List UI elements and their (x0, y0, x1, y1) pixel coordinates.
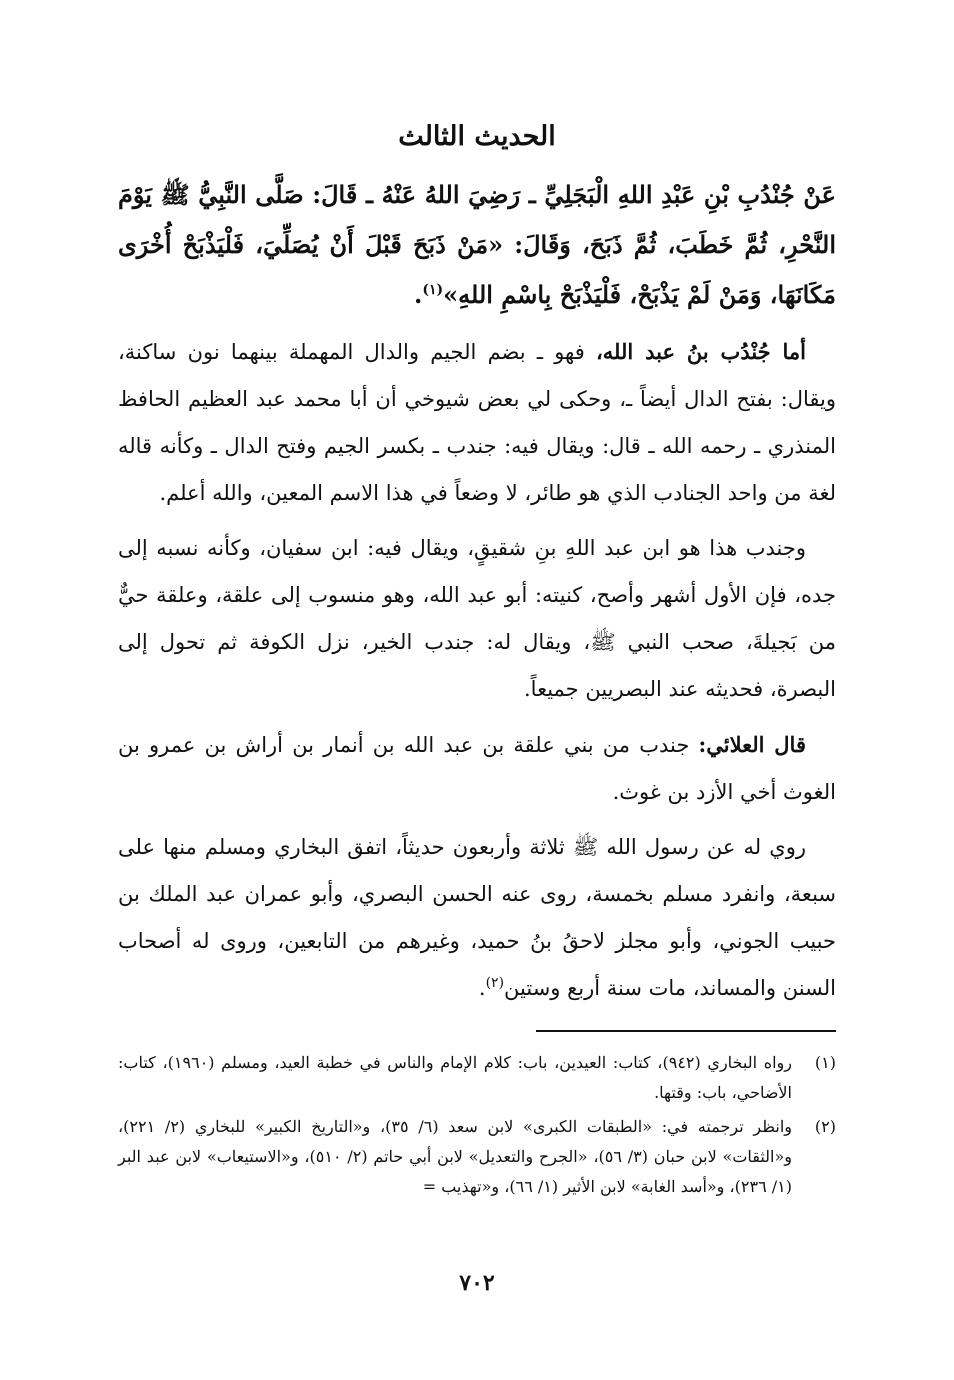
footnote-1 (118, 1048, 836, 1108)
hadith-text (118, 170, 836, 320)
paragraph-name-explanation (118, 328, 836, 517)
paragraph-body: فهو ـ بضم الجيم والدال المهملة بينهما نون ساكنة، ويقال: بفتح الدال أيضاً ـ، وحكى لي بعض شيوخي أن أبا محمد عبد العظيم الحافظ المنذري ـ رحمه الله ـ قال: ويقال فيه: جندب ـ بكسر الجيم وفتح الدال ـ وكأنه قاله لغة من واحد الجنادب الذي هو طائر، لا وضعاً في هذا الاسم المعين، والله أعلم. (118, 340, 836, 505)
footnote-divider (536, 1030, 836, 1032)
footnote-number: (١) (814, 1053, 836, 1072)
paragraph-lead: قال العلائي: (698, 732, 806, 757)
footnote-text: وانظر ترجمته في: «الطبقات الكبرى» لابن سعد (٦/ ٣٥)، و«التاريخ الكبير» للبخاري (٢/ ٢٢١)، و«الثقات» لابن حبان (٣/ ٥٦)، «الجرح والتعديل» لابن أبي حاتم (٢/ ٥١٠)، و«الاستيعاب» لابن عبد البر (١/ ٢٣٦)، و«أسد الغابة» لابن الأثير (١/ ٦٦)، و«تهذيب = (118, 1117, 793, 1196)
page-number: ٧٠٢ (459, 1270, 495, 1296)
paragraph-end: . (478, 976, 486, 1000)
chapter-title: الحديث الثالث (398, 121, 556, 152)
footnote-number: (٢) (814, 1117, 836, 1136)
paragraph-lead: أما جُنْدُب بنُ عبد الله، (596, 339, 807, 364)
hadith-end: . (414, 280, 423, 309)
paragraph-narrations (118, 824, 836, 1012)
footnote-2 (118, 1112, 836, 1202)
footnote-text: رواه البخاري (٩٤٢)، كتاب: العيدين، باب: كلام الإمام والناس في خطبة العيد، ومسلم (١٩٦٠)، كتاب: الأضاحي، باب: وقتها. (118, 1053, 793, 1102)
hadith-body: عَنْ جُنْدُبِ بْنِ عَبْدِ اللهِ الْبَجَلِيِّ ـ رَضِيَ اللهُ عَنْهُ ـ قَالَ: صَلَّى النَّبِيُّ ﷺ يَوْمَ النَّحْرِ، ثُمَّ خَطَبَ، ثُمَّ ذَبَحَ، وَقَالَ: «مَنْ ذَبَحَ قَبْلَ أَنْ يُصَلِّيَ، فَلْيَذْبَحْ أُخْرَى مَكَانَهَا، وَمَنْ لَمْ يَذْبَحْ، فَلْيَذْبَحْ بِاسْمِ اللهِ» (118, 180, 836, 309)
footnotes (118, 1048, 836, 1202)
paragraph-alalai (118, 721, 836, 816)
paragraph-body: وجندب هذا هو ابن عبد اللهِ بنِ شقيقٍ، ويقال فيه: ابن سفيان، وكأنه نسبه إلى جده، فإن الأول أشهر وأصح، كنيته: أبو عبد الله، وهو منسوب إلى علقة، وعلقة حيٌّ من بَجيلةَ، صحب النبي ﷺ، ويقال له: جندب الخير، نزل الكوفة ثم تحول إلى البصرة، فحديثه عند البصريين جميعاً. (118, 536, 836, 701)
paragraph-body: جندب من بني علقة بن عبد الله بن أنمار بن أراش بن عمرو بن الغوث أخي الأزد بن غوث. (118, 733, 836, 804)
paragraph-lineage (118, 525, 836, 713)
paragraph-body: روي له عن رسول الله ﷺ ثلاثة وأربعون حديثاً، اتفق البخاري ومسلم منها على سبعة، وانفرد مسلم بخمسة، روى عنه الحسن البصري، وأبو عمران عبد الملك بن حبيب الجوني، وأبو مجلز لاحقُ بنُ حميد، وغيرهم من التابعين، وروى له أصحاب السنن والمساند، مات سنة أربع وستين (118, 835, 836, 1000)
footnote-ref-1: (١) (422, 282, 444, 298)
footnote-ref-2: (٢) (485, 975, 505, 991)
